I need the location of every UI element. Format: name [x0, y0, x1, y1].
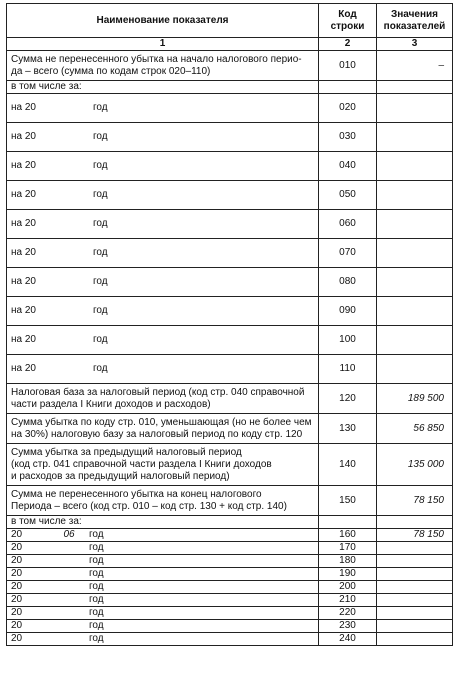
- year-row-value: 78 150: [377, 529, 453, 542]
- including-code-empty: [319, 81, 377, 94]
- row-150-value: 78 150: [377, 486, 453, 516]
- year-row-code: 100: [319, 326, 377, 355]
- year-row-code: 090: [319, 297, 377, 326]
- table-row-060: [7, 210, 453, 239]
- year-row-name: [7, 529, 319, 542]
- year-row-name: [7, 181, 319, 210]
- including-2-value-empty: [377, 516, 453, 529]
- including-row-2: [7, 516, 453, 529]
- year-prefix: 20: [11, 581, 23, 592]
- year-word: год: [93, 305, 108, 316]
- row-120-code: 120: [319, 384, 377, 414]
- year-row-name: [7, 581, 319, 594]
- year-row-code: 110: [319, 355, 377, 384]
- year-word: год: [89, 555, 104, 566]
- including-2-code-empty: [319, 516, 377, 529]
- year-word: год: [89, 529, 104, 540]
- year-row-value: [377, 123, 453, 152]
- column-number-row: [7, 38, 453, 51]
- year-row-code: 170: [319, 542, 377, 555]
- year-row-name: [7, 607, 319, 620]
- year-prefix: на 20: [11, 131, 36, 142]
- row-010-value: –: [377, 51, 453, 81]
- year-rows-b: [7, 529, 453, 646]
- year-word: год: [93, 102, 108, 113]
- year-row-code: 040: [319, 152, 377, 181]
- year-row-name: [7, 210, 319, 239]
- year-row-code: 220: [319, 607, 377, 620]
- year-row-value: [377, 326, 453, 355]
- column-number-1: 1: [7, 38, 319, 51]
- table-row-170: [7, 542, 453, 555]
- row-120-name-line1: Налоговая база за налоговый период (код стр. 040 справочной: [11, 386, 305, 398]
- year-word: год: [93, 247, 108, 258]
- including-value-empty: [377, 81, 453, 94]
- row-140-value: 135 000: [377, 444, 453, 486]
- year-row-name: [7, 123, 319, 152]
- row-150-name: [7, 486, 319, 516]
- table-row-160: [7, 529, 453, 542]
- year-row-name: [7, 152, 319, 181]
- year-prefix: 20: [11, 542, 23, 553]
- year-row-value: [377, 297, 453, 326]
- table-row-190: [7, 568, 453, 581]
- year-row-text: [11, 160, 314, 172]
- year-prefix: 20: [11, 607, 23, 618]
- year-row-text: [11, 529, 314, 541]
- year-row-name: [7, 555, 319, 568]
- year-row-code: 050: [319, 181, 377, 210]
- year-row-name: [7, 542, 319, 555]
- year-row-text: [11, 247, 314, 259]
- year-row-name: [7, 268, 319, 297]
- row-010-code: 010: [319, 51, 377, 81]
- row-150-name-line2: Периода – всего (код стр. 010 – код стр. 130 + код стр. 140): [11, 500, 287, 512]
- year-row-code: 180: [319, 555, 377, 568]
- year-prefix: 20: [11, 568, 23, 579]
- year-prefix: на 20: [11, 247, 36, 258]
- row-120-value: 189 500: [377, 384, 453, 414]
- year-row-name: [7, 239, 319, 268]
- year-row-name: [7, 633, 319, 646]
- year-row-text: [11, 102, 314, 114]
- table-row-050: [7, 181, 453, 210]
- year-row-text: [11, 131, 314, 143]
- year-rows-a: [7, 94, 453, 384]
- table-row-180: [7, 555, 453, 568]
- year-word: год: [93, 276, 108, 287]
- year-prefix: на 20: [11, 305, 36, 316]
- row-130-name: [7, 414, 319, 444]
- table-row-200: [7, 581, 453, 594]
- year-row-text: [11, 594, 314, 606]
- year-word: год: [93, 334, 108, 345]
- year-word: год: [93, 160, 108, 171]
- row-130-value: 56 850: [377, 414, 453, 444]
- year-row-name: [7, 594, 319, 607]
- year-word: год: [89, 607, 104, 618]
- header-values-line2: показателей: [383, 20, 446, 32]
- year-prefix: 20: [11, 594, 23, 605]
- year-word: год: [93, 189, 108, 200]
- table-row-130: [7, 414, 453, 444]
- table-row-230: [7, 620, 453, 633]
- header-line-code: [319, 4, 377, 38]
- row-010-name-line1: Сумма не перенесенного убытка на начало налогового перио-: [11, 53, 302, 65]
- year-word: год: [93, 131, 108, 142]
- year-prefix: на 20: [11, 102, 36, 113]
- year-word: год: [93, 363, 108, 374]
- year-row-text: [11, 568, 314, 580]
- year-row-text: [11, 276, 314, 288]
- table-row-030: [7, 123, 453, 152]
- header-indicator-name: Наименование показателя: [7, 4, 319, 38]
- year-row-name: [7, 620, 319, 633]
- year-word: год: [89, 633, 104, 644]
- header-values: [377, 4, 453, 38]
- including-label-2: в том числе за:: [7, 516, 319, 529]
- row-140-name-line1: Сумма убытка за предыдущий налоговый период: [11, 446, 242, 458]
- row-140-name-line2: (код стр. 041 справочной части раздела I Книги доходов: [11, 458, 272, 470]
- year-row-code: 080: [319, 268, 377, 297]
- year-row-value: [377, 355, 453, 384]
- header-row: [7, 4, 453, 38]
- year-prefix: на 20: [11, 189, 36, 200]
- year-row-value: [377, 181, 453, 210]
- table-row-080: [7, 268, 453, 297]
- header-code-line1: Код: [338, 8, 357, 20]
- row-140-name-line3: и расходов за предыдущий налоговый период): [11, 470, 230, 482]
- year-prefix: на 20: [11, 218, 36, 229]
- year-word: год: [89, 581, 104, 592]
- year-prefix: на 20: [11, 160, 36, 171]
- year-row-value: [377, 594, 453, 607]
- year-row-name: [7, 355, 319, 384]
- including-row: [7, 81, 453, 94]
- table-row-010: [7, 51, 453, 81]
- year-row-value: [377, 633, 453, 646]
- year-word: год: [93, 218, 108, 229]
- table-row-100: [7, 326, 453, 355]
- year-row-name: [7, 297, 319, 326]
- year-row-code: 070: [319, 239, 377, 268]
- year-row-code: 200: [319, 581, 377, 594]
- including-label: в том числе за:: [7, 81, 319, 94]
- year-row-code: 060: [319, 210, 377, 239]
- year-row-text: [11, 607, 314, 619]
- year-row-name: [7, 326, 319, 355]
- year-row-value: [377, 268, 453, 297]
- row-140-name: [7, 444, 319, 486]
- year-row-text: [11, 581, 314, 593]
- year-row-value: [377, 210, 453, 239]
- year-row-value: [377, 94, 453, 123]
- year-row-name: [7, 94, 319, 123]
- year-row-text: [11, 555, 314, 567]
- year-row-code: 020: [319, 94, 377, 123]
- year-word: год: [89, 568, 104, 579]
- year-row-value: [377, 555, 453, 568]
- year-row-code: 230: [319, 620, 377, 633]
- table-row-110: [7, 355, 453, 384]
- year-row-text: [11, 218, 314, 230]
- table-row-140: [7, 444, 453, 486]
- year-row-code: 210: [319, 594, 377, 607]
- table-row-240: [7, 633, 453, 646]
- table-row-150: [7, 486, 453, 516]
- year-suffix: 06: [63, 529, 75, 540]
- table-row-120: [7, 384, 453, 414]
- year-word: год: [89, 594, 104, 605]
- year-row-value: [377, 568, 453, 581]
- year-prefix: на 20: [11, 363, 36, 374]
- header-code-line2: строки: [330, 20, 365, 32]
- year-prefix: 20: [11, 633, 23, 644]
- year-row-text: [11, 542, 314, 554]
- header-values-line1: Значения: [390, 8, 438, 20]
- year-row-text: [11, 633, 314, 645]
- row-150-name-line1: Сумма не перенесенного убытка на конец налогового: [11, 488, 262, 500]
- year-row-value: [377, 581, 453, 594]
- table-row-070: [7, 239, 453, 268]
- table-row-040: [7, 152, 453, 181]
- row-120-name-line2: части раздела I Книги доходов и расходов): [11, 398, 211, 410]
- year-row-code: 190: [319, 568, 377, 581]
- row-010-name: [7, 51, 319, 81]
- year-row-text: [11, 305, 314, 317]
- year-row-value: [377, 152, 453, 181]
- row-010-name-line2: да – всего (сумма по кодам строк 020–110): [11, 65, 211, 77]
- year-prefix: 20: [11, 555, 23, 566]
- year-row-text: [11, 620, 314, 632]
- year-row-code: 240: [319, 633, 377, 646]
- year-row-value: [377, 620, 453, 633]
- year-word: год: [89, 542, 104, 553]
- year-prefix: на 20: [11, 334, 36, 345]
- year-row-text: [11, 363, 314, 375]
- table-row-090: [7, 297, 453, 326]
- row-140-code: 140: [319, 444, 377, 486]
- year-row-name: [7, 568, 319, 581]
- row-130-name-line2: на 30%) налоговую базу за налоговый период по коду стр. 120: [11, 428, 303, 440]
- table-row-220: [7, 607, 453, 620]
- year-row-value: [377, 239, 453, 268]
- year-row-text: [11, 189, 314, 201]
- row-130-code: 130: [319, 414, 377, 444]
- table-row-210: [7, 594, 453, 607]
- loss-carryforward-table: [6, 3, 453, 646]
- row-120-name: [7, 384, 319, 414]
- table-row-020: [7, 94, 453, 123]
- column-number-2: 2: [319, 38, 377, 51]
- column-number-3: 3: [377, 38, 453, 51]
- year-row-value: [377, 542, 453, 555]
- year-row-code: 160: [319, 529, 377, 542]
- row-150-code: 150: [319, 486, 377, 516]
- year-prefix: 20: [11, 620, 23, 631]
- row-130-name-line1: Сумма убытка по коду стр. 010, уменьшающая (но не более чем: [11, 416, 312, 428]
- year-row-text: [11, 334, 314, 346]
- year-word: год: [89, 620, 104, 631]
- year-row-value: [377, 607, 453, 620]
- year-prefix: 20: [11, 529, 23, 540]
- year-row-code: 030: [319, 123, 377, 152]
- year-prefix: на 20: [11, 276, 36, 287]
